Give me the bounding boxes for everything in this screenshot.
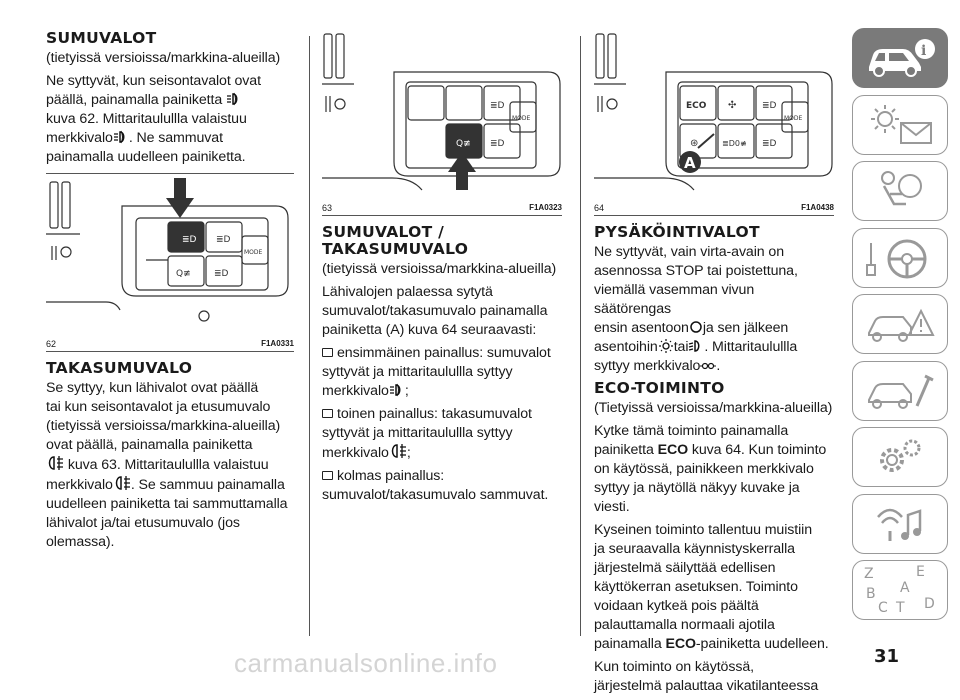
svg-text:Q≢: Q≢ (176, 269, 191, 279)
paragraph-eco-3: Kun toiminto on käytössä, järjestelmä palauttaa vikatilanteessa (594, 659, 819, 694)
heading-eco-toiminto: ECO-TOIMINTO (594, 379, 725, 397)
svg-text:Q≢: Q≢ (456, 139, 471, 149)
tab-multimedia[interactable] (852, 494, 948, 554)
breakdown-icon (863, 301, 937, 347)
svg-text:i: i (921, 43, 927, 59)
watermark: carmanualsonline.info (234, 648, 498, 678)
svg-text:✣: ✣ (728, 100, 737, 111)
svg-text:MODE: MODE (784, 115, 803, 122)
svg-text:MODE: MODE (244, 249, 263, 256)
bullet-3: kolmas painallus: sumuvalot/takasumuvalo sammuvat. (322, 468, 549, 503)
heading-sumuvalot-takasumuvalo: SUMUVALOT / TAKASUMUVALO (322, 223, 469, 258)
svg-text:Z: Z (864, 566, 874, 582)
fig-64-code: F1A0438 (801, 203, 834, 212)
svg-text:≣D: ≣D (762, 139, 777, 149)
svg-text:≣D0≢: ≣D0≢ (722, 139, 747, 148)
svg-text:MODE: MODE (512, 115, 531, 122)
paragraph-eco-1: Kytke tämä toiminto painamalla painiketta ECO kuva 64. Kun toiminto on käytössä, painikkeen merkkivalo syttyy ja näytöllä näkyy kuvake ja viesti. (594, 423, 827, 515)
position-light-icon (658, 339, 674, 353)
tab-warning-lights[interactable] (852, 95, 948, 155)
maintenance-icon (863, 368, 937, 414)
svg-text:ECO: ECO (686, 101, 707, 111)
parking-light-indicator-icon (700, 360, 716, 372)
svg-text:≣D: ≣D (490, 101, 505, 111)
tab-starting-driving[interactable] (852, 228, 948, 288)
heading-pysakointivalot: PYSÄKÖINTIVALOT (594, 223, 760, 241)
column-1 (46, 30, 294, 556)
svg-text:E: E (916, 564, 925, 580)
figure-63 (322, 28, 562, 216)
svg-text:⊛: ⊛ (690, 138, 699, 149)
paragraph-parking-lights: Ne syttyvät, vain virta-avain on asennossa STOP tai poistettuna, viemällä vasemman vivun säätörengas ensin asentoon ja sen jälkeen asentoihin tai . Mittaritaulullla syttyy merkkivalo . (594, 244, 798, 374)
bullet-2: toinen painallus: takasumuvalot syttyvät ja mittaritaulullla syttyy merkkivalo ; (322, 406, 532, 461)
tab-technical-data[interactable] (852, 427, 948, 487)
bullet-icon (322, 348, 333, 357)
steering-wheel-icon (863, 235, 937, 281)
svg-text:A: A (900, 580, 910, 596)
svg-text:≣D: ≣D (216, 235, 231, 245)
paragraph-eco-2: Kyseinen toiminto tallentuu muistiin ja seuraavalla käynnistyskerralla järjestelmä säilyttää edellisen käyttökerran asetuksen. Toiminto voidaan kytkeä pois päältä palauttamalla normaali ajotila painamalla ECO-painiketta uudelleen. (594, 522, 829, 652)
fig-63-number: 63 (322, 203, 333, 213)
fog-switch-pressed-illustration (322, 28, 562, 196)
fig-63-code: F1A0323 (529, 203, 562, 212)
fog-switch-illustration (46, 174, 294, 332)
svg-text:C: C (878, 600, 888, 616)
airbag-icon (870, 168, 930, 214)
svg-text:B: B (866, 586, 876, 602)
eco-switch-illustration (594, 28, 834, 196)
svg-text:T: T (896, 600, 905, 616)
ring-off-position-icon (689, 320, 703, 334)
sub-note-2: (tietyissä versioissa/markkina-alueilla) (322, 261, 557, 277)
paragraph-rear-fog: Se syttyy, kun lähivalot ovat päällä tai kun seisontavalot ja etusumuvalo (tietyissä versioissa/markkina-alueilla) ovat päällä, painamalla painiketta kuva 63. Mittaritaulullla valaistuu merkkivalo . Se sammuu painamalla uudelleen painiketta tai sammuttamalla lähivalot ja/tai etusumuvalo (jos olemassa). (46, 380, 288, 550)
bullet-icon (322, 409, 333, 418)
fig-62-code: F1A0331 (261, 339, 294, 348)
warning-lights-icon (865, 103, 935, 147)
figure-64 (594, 28, 834, 216)
svg-text:A: A (684, 154, 696, 172)
column-2 (322, 28, 562, 509)
svg-text:≣D: ≣D (214, 269, 229, 279)
bullet-1: ensimmäinen painallus: sumuvalot syttyvät ja mittaritaulullla syttyy merkkivalo ; (322, 345, 551, 399)
tab-index[interactable] (852, 560, 948, 620)
svg-text:≣D: ≣D (182, 235, 197, 245)
tab-car-info[interactable] (852, 28, 948, 88)
sub-note-3: (Tietyissä versioissa/markkina-alueilla) (594, 400, 833, 416)
bullet-icon (322, 471, 333, 480)
front-fog-icon (226, 92, 242, 106)
tab-airbag[interactable] (852, 161, 948, 221)
rear-fog-icon (46, 455, 64, 471)
fig-64-number: 64 (594, 203, 605, 213)
low-beam-icon (688, 339, 704, 353)
car-info-icon (863, 37, 937, 79)
rear-fog-indicator-icon (113, 475, 131, 491)
paragraph-fog-combined: Lähivalojen palaessa sytytä sumuvalot/takasumuvalo painamalla painiketta (A) kuva 64 seuraavasti: (322, 284, 548, 338)
figure-62 (46, 173, 294, 352)
paragraph-fog-front: Ne syttyvät, kun seisontavalot ovat päällä, painamalla painiketta kuva 62. Mittaritaulullla valaistuu merkkivalo . Ne sammuvat painamalla uudelleen painiketta. (46, 73, 261, 165)
page-number: 31 (874, 646, 900, 667)
heading-sumuvalot: SUMUVALOT (46, 29, 157, 47)
svg-text:≣D: ≣D (762, 101, 777, 111)
front-fog-indicator-icon (389, 383, 405, 397)
rear-fog-indicator-icon (389, 443, 407, 459)
tab-breakdown[interactable] (852, 294, 948, 354)
tab-maintenance[interactable] (852, 361, 948, 421)
gears-icon (870, 434, 930, 480)
heading-takasumuvalo: TAKASUMUVALO (46, 359, 193, 377)
svg-text:D: D (924, 596, 935, 612)
index-icon (860, 564, 940, 616)
front-fog-indicator-icon (113, 130, 129, 144)
sub-note: (tietyissä versioissa/markkina-alueilla) (46, 50, 281, 66)
chapter-sidebar (852, 28, 948, 627)
column-3 (594, 28, 834, 700)
multimedia-icon (870, 501, 930, 547)
svg-text:≣D: ≣D (490, 139, 505, 149)
fig-62-number: 62 (46, 339, 57, 349)
